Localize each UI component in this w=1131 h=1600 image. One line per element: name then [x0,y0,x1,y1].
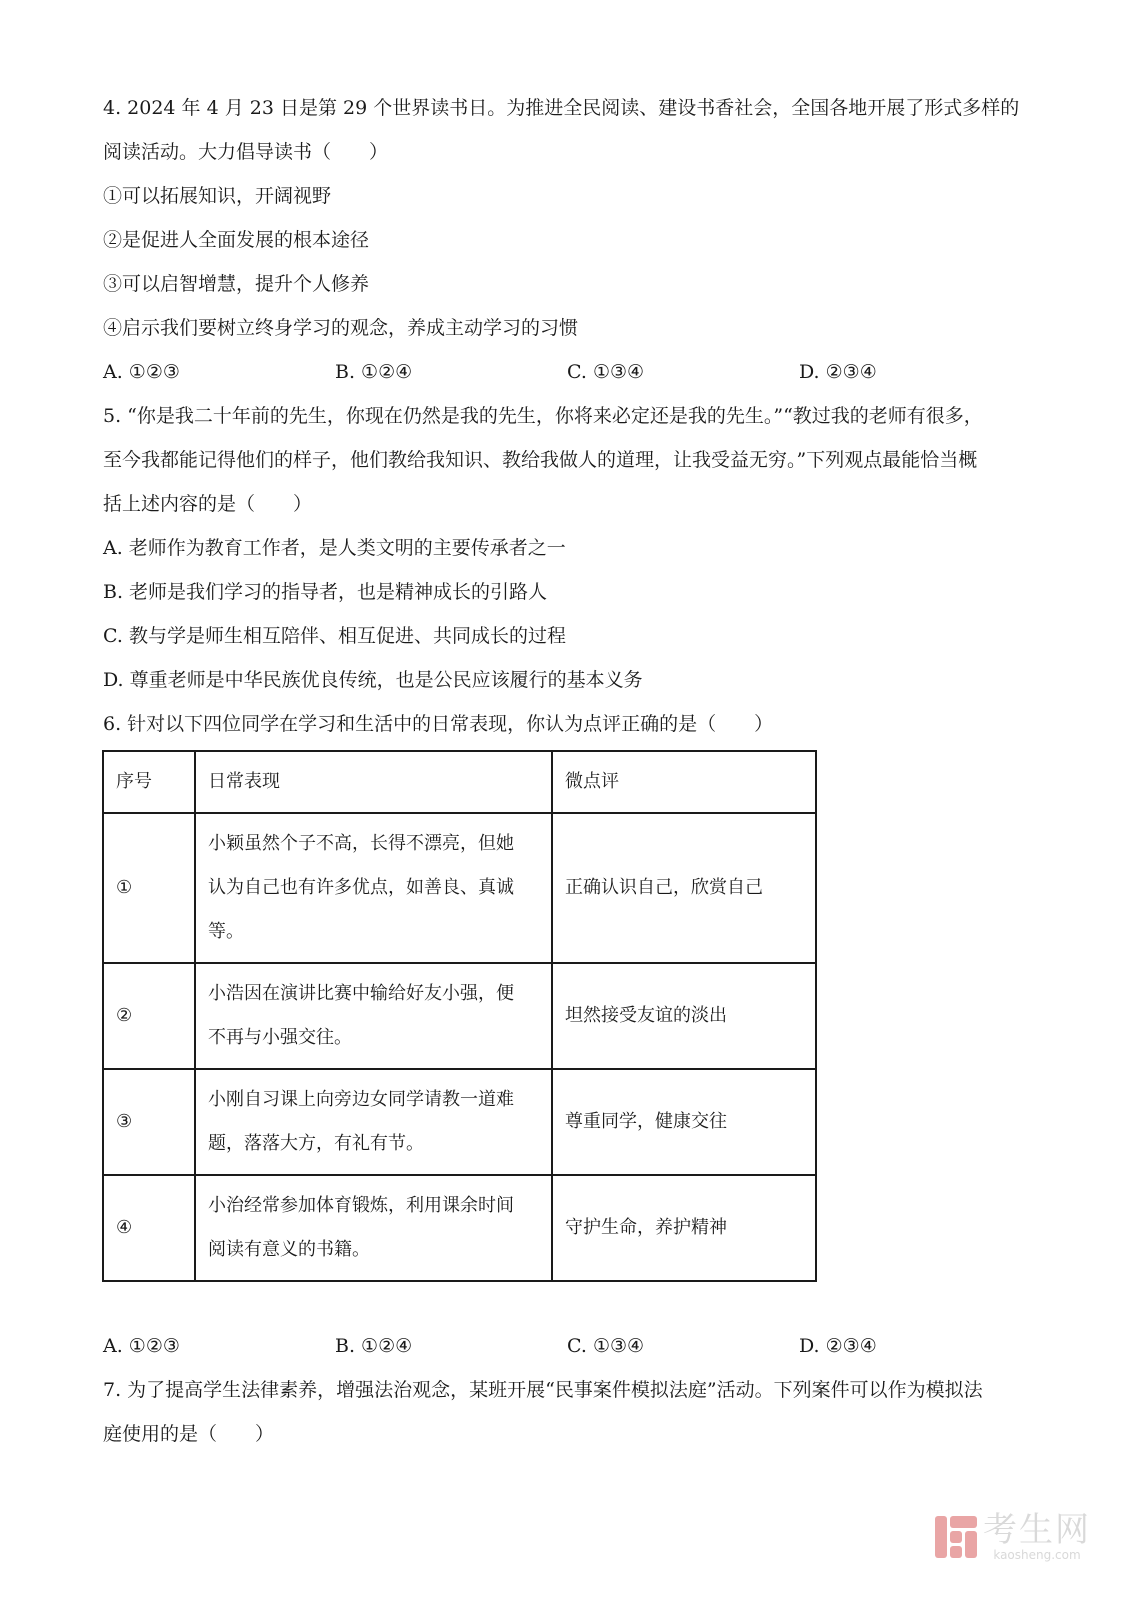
question-5-option-d[interactable]: D. 尊重老师是中华民族优良传统，也是公民应该履行的基本义务 [103,669,643,691]
question-6 [103,702,1043,1368]
question-4-stem-line-1: 4. 2024 年 4 月 23 日是第 29 个世界读书日。为推进全民阅读、建设书香社会，全国各地开展了形式多样的 [103,97,1020,119]
watermark-logo-icon [935,1516,977,1558]
table-row [103,813,816,963]
row-2-behavior-line: 不再与小强交往。 [208,1027,352,1048]
question-4 [103,86,1043,394]
row-1-behavior-line: 小颖虽然个子不高，长得不漂亮，但她 [208,833,514,854]
question-4-option-a[interactable]: A. ①②③ [103,361,180,383]
header-comment: 微点评 [552,751,816,813]
table-row [103,1175,816,1281]
header-behavior: 日常表现 [195,751,552,813]
row-2-behavior [195,963,552,1069]
row-1-comment: 正确认识自己，欣赏自己 [552,813,816,963]
question-4-option-c[interactable]: C. ①③④ [567,361,645,383]
watermark [935,1512,1091,1562]
row-2-comment: 坦然接受友谊的淡出 [552,963,816,1069]
question-5-stem-line-3: 括上述内容的是（ ） [103,493,313,515]
row-3-behavior [195,1069,552,1175]
question-5-stem-line-2: 至今我都能记得他们的样子，他们教给我知识、教给我做人的道理，让我受益无穷。”下列观点最能恰当概 [103,449,978,471]
question-6-option-d[interactable]: D. ②③④ [799,1335,877,1357]
row-1-behavior-line: 认为自己也有许多优点，如善良、真诚 [208,877,514,898]
question-4-option-d[interactable]: D. ②③④ [799,361,877,383]
question-4-statement-2: ②是促进人全面发展的根本途径 [103,229,370,251]
row-1-number: ① [103,813,195,963]
row-3-behavior-line: 题，落落大方，有礼有节。 [208,1133,424,1154]
exam-page [103,86,1043,1456]
question-5-option-a[interactable]: A. 老师作为教育工作者，是人类文明的主要传承者之一 [103,537,566,559]
row-2-behavior-line: 小浩因在演讲比赛中输给好友小强，便 [208,983,514,1004]
question-4-stem-line-2: 阅读活动。大力倡导读书（ ） [103,141,389,163]
question-5-option-c[interactable]: C. 教与学是师生相互陪伴、相互促进、共同成长的过程 [103,625,566,647]
row-3-comment: 尊重同学，健康交往 [552,1069,816,1175]
question-4-statement-4: ④启示我们要树立终身学习的观念，养成主动学习的习惯 [103,317,579,339]
question-4-options [103,350,1043,394]
question-6-option-b[interactable]: B. ①②④ [335,1335,413,1357]
question-6-options [103,1324,1043,1368]
question-4-statement-1: ①可以拓展知识，开阔视野 [103,185,332,207]
watermark-name: 考生网 [983,1510,1091,1550]
row-2-number: ② [103,963,195,1069]
behavior-evaluation-table [102,750,817,1282]
question-6-stem: 6. 针对以下四位同学在学习和生活中的日常表现，你认为点评正确的是（ ） [103,713,774,735]
watermark-url: kaosheng.com [993,1548,1081,1562]
row-1-behavior-line: 等。 [208,921,244,942]
question-7-stem-line-2: 庭使用的是（ ） [103,1423,275,1445]
question-5 [103,394,1043,702]
row-3-number: ③ [103,1069,195,1175]
row-4-behavior-line: 阅读有意义的书籍。 [208,1239,370,1260]
question-4-statement-3: ③可以启智增慧，提升个人修养 [103,273,370,295]
row-4-number: ④ [103,1175,195,1281]
question-4-option-b[interactable]: B. ①②④ [335,361,413,383]
question-6-option-c[interactable]: C. ①③④ [567,1335,645,1357]
row-3-behavior-line: 小刚自习课上向旁边女同学请教一道难 [208,1089,514,1110]
row-4-comment: 守护生命，养护精神 [552,1175,816,1281]
question-6-option-a[interactable]: A. ①②③ [103,1335,180,1357]
header-number: 序号 [103,751,195,813]
row-1-behavior [195,813,552,963]
question-7-stem-line-1: 7. 为了提高学生法律素养，增强法治观念，某班开展“民事案件模拟法庭”活动。下列案件可以作为模拟法 [103,1379,983,1401]
table-row [103,963,816,1069]
question-7 [103,1368,1043,1456]
question-5-stem-line-1: 5. “你是我二十年前的先生，你现在仍然是我的先生，你将来必定还是我的先生。”“教过我的老师有很多， [103,405,983,427]
table-row [103,1069,816,1175]
row-4-behavior-line: 小治经常参加体育锻炼，利用课余时间 [208,1195,514,1216]
row-4-behavior [195,1175,552,1281]
question-5-option-b[interactable]: B. 老师是我们学习的指导者，也是精神成长的引路人 [103,581,548,603]
table-header-row [103,751,816,813]
